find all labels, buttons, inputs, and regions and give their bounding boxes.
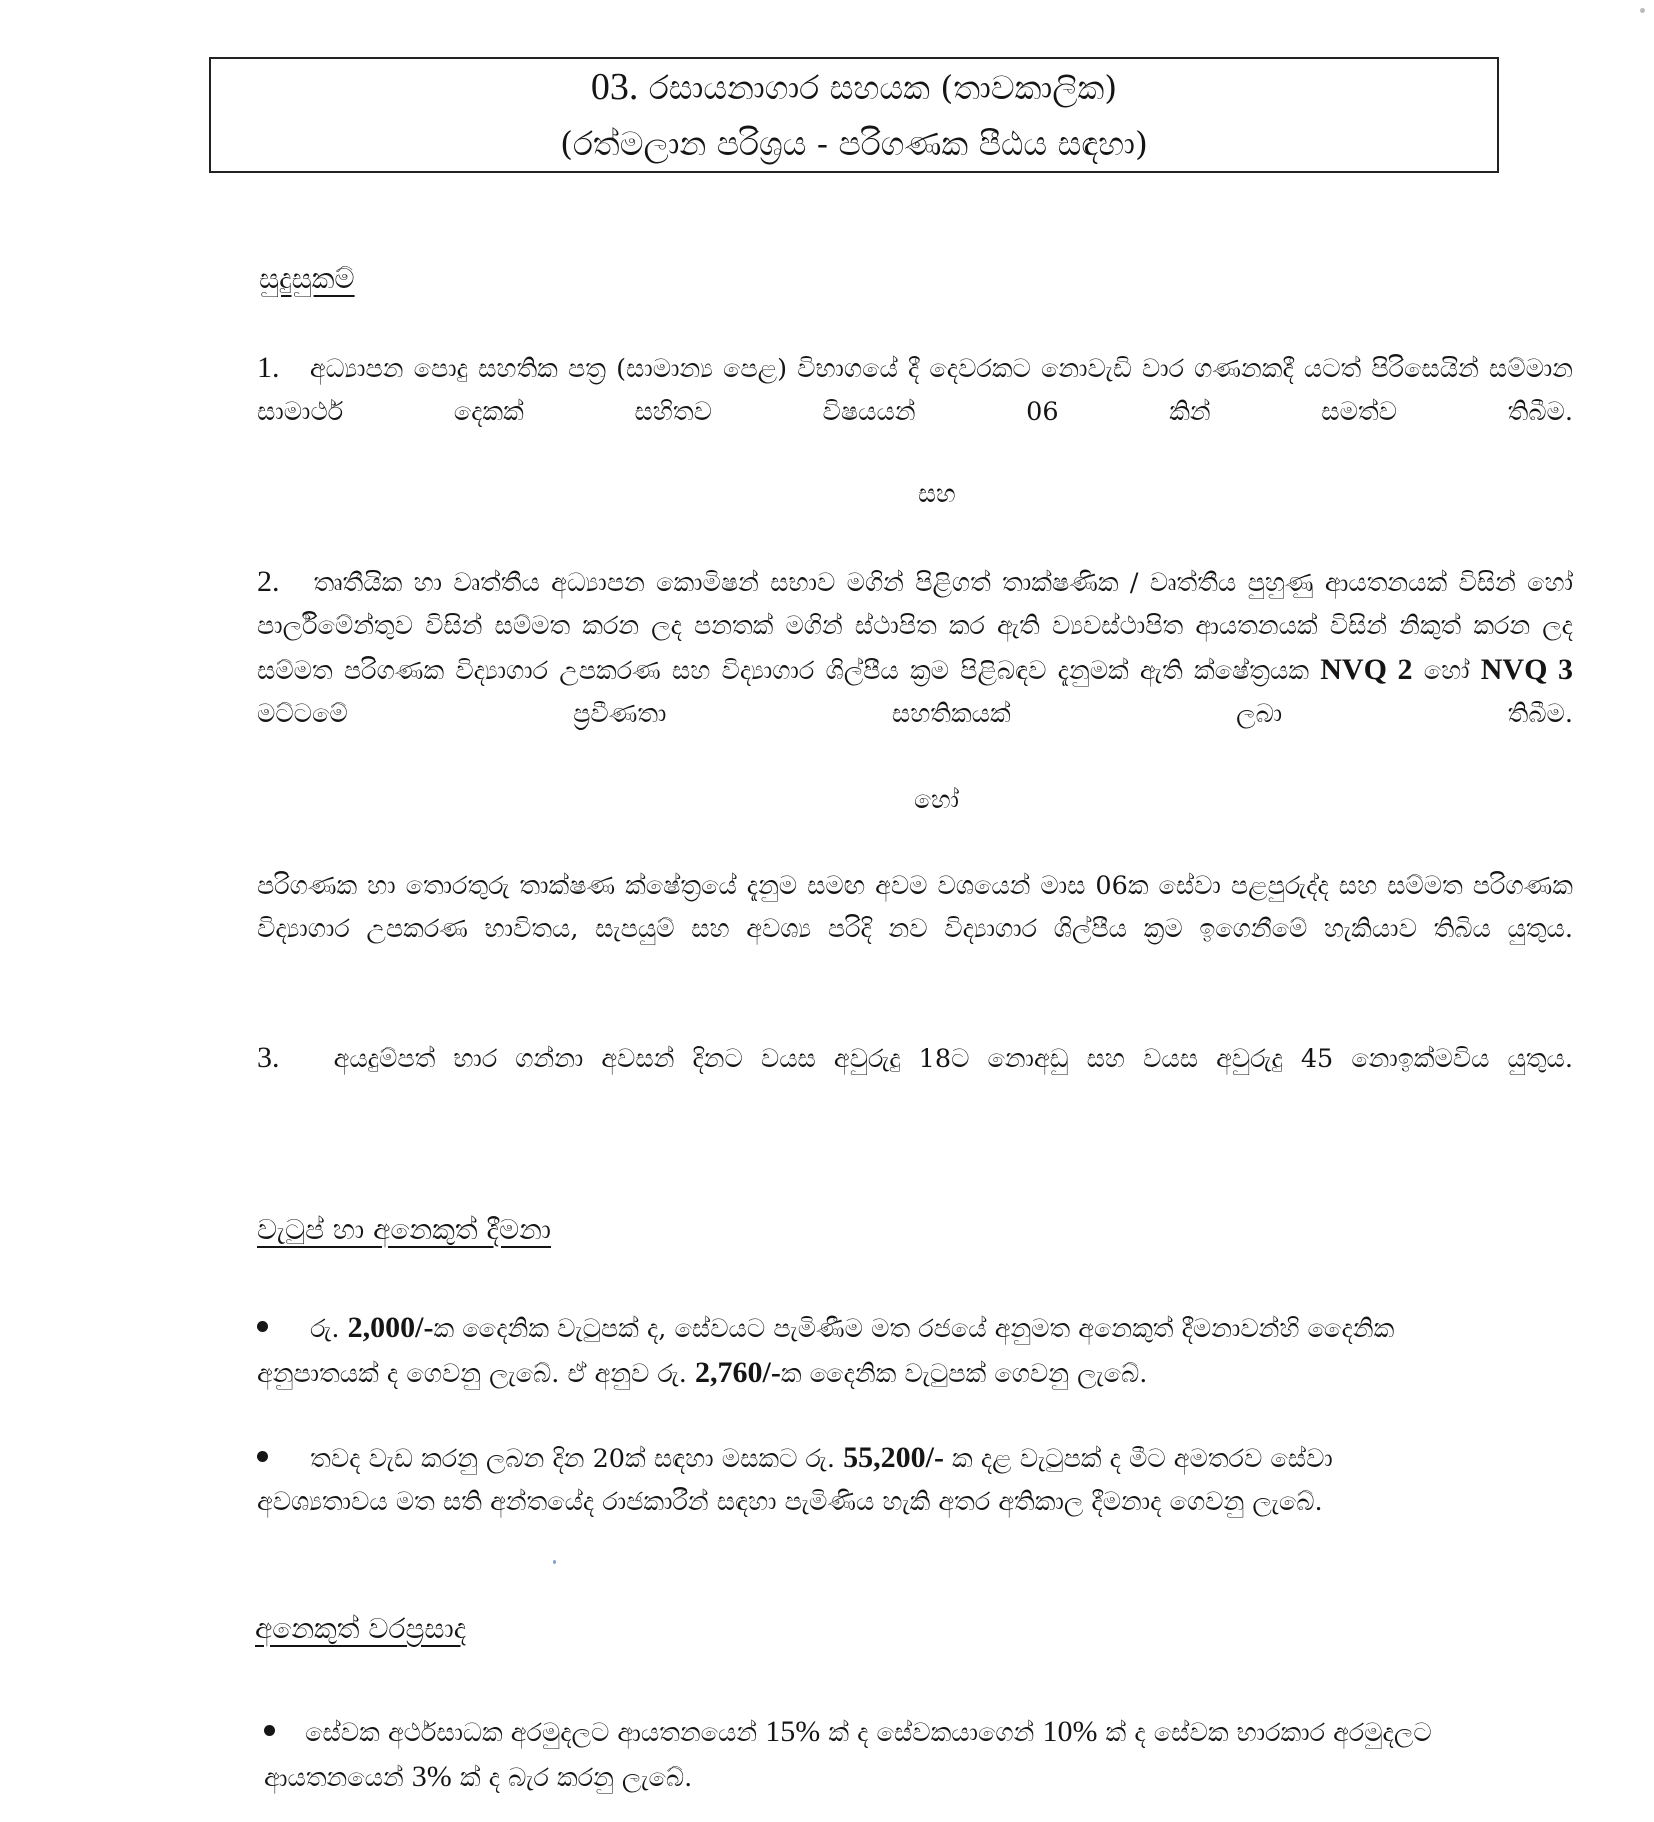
bullet-text-mid: ක දෛනික වැටුපක් ද, සේවයට පැමිණීම මත රජයේ අනුමත අනෙකුත් දීමනාවන්හි දෛනික අනුපාතයක් ද ගෙවනු ලැබේ. ඒ අනුව රු. xyxy=(257,1314,1395,1389)
item-text-end: මට්ටමේ ප්‍රවීණතා සහතිකයක් ලබා තිබීම. xyxy=(257,699,1573,729)
title-line-2: (රත්මලාන පරිශ්‍රය - පරිගණක පීඨය සඳහා) xyxy=(560,123,1148,163)
title-text: රසායනාගාර සහයක (තාවකාලික) xyxy=(648,67,1118,107)
bullet-text-a: සේවක අර්ථසාධක අරමුදලට ආයතනයෙන් xyxy=(305,1718,758,1748)
salary-heading: වැටුප් හා අනෙකුත් දීමනා xyxy=(257,1213,552,1246)
nvq-level-3: NVQ 3 xyxy=(1480,653,1574,686)
qualifications-heading: සුදුසුකම් xyxy=(259,262,355,295)
qualification-item-3 xyxy=(257,1036,1573,1124)
scan-speck xyxy=(553,1560,556,1564)
item-text: තෘතීයික හා වෘත්තීය අධ්‍යාපන කොමිෂන් සභාව මගින් පිළිගත් තාක්ෂණික / වෘත්තීය පුහුණු ආයතනයක් විසින් හෝ පාර්ලිමේන්තුව විසින් සම්මත කරන ලද පනතක් මගින් ස්ථාපිත කර ඇති ව්‍යවස්ථාපිත ආයතනයක් විසින් නිකුත් කරන ලද සම්මත පරිගණක විද්‍යාගාර උපකරණ සහ විද්‍යාගාර ශිල්පීය ක්‍රම පිළිබඳව දැනුමක් ඇති ක්ෂේත්‍රයක xyxy=(257,568,1573,686)
title-number: 03. xyxy=(590,65,639,108)
qualification-item-1 xyxy=(257,346,1573,477)
item-text: අයදුම්පත් භාර ගන්නා අවසන් දිනට වයස අවුරුදු 18ට නොඅඩු සහ වයස අවුරුදු 45 නොඉක්මවිය යුතුය. xyxy=(333,1044,1573,1074)
bullet-text-pre: තවද වැඩ කරනු ලබන දින 20ක් සඳහා මසකට රු. xyxy=(310,1444,835,1474)
item-text-or: හෝ xyxy=(1423,656,1470,686)
benefits-heading: අනෙකුත් වරප්‍රසාද xyxy=(255,1612,467,1645)
scan-speck xyxy=(1640,8,1645,13)
bullet-text-c: ක් ද සේවක භාරකාර අරමුදලට ආයතනයෙන් xyxy=(264,1718,1432,1793)
qualification-item-2 xyxy=(257,560,1573,779)
item-number: 2. xyxy=(257,565,280,598)
bullet-text-b: ක් ද සේවකයාගෙන් xyxy=(828,1718,1035,1748)
bullet-icon xyxy=(257,1321,268,1332)
title-box xyxy=(209,57,1499,173)
bullet-text-d: ක් ද බැර කරනු ලැබේ. xyxy=(459,1763,693,1793)
benefits-bullet-1 xyxy=(264,1710,1464,1800)
total-daily-wage-amount: 2,760/- xyxy=(695,1356,781,1389)
salary-bullet-1 xyxy=(257,1306,1507,1396)
nvq-level-2: NVQ 2 xyxy=(1320,653,1413,686)
bullet-icon xyxy=(264,1725,275,1736)
daily-wage-amount: 2,000/- xyxy=(347,1311,434,1344)
item-number: 1. xyxy=(257,351,280,384)
bullet-icon xyxy=(257,1451,268,1462)
item-text: අධ්‍යාපන පොදු සහතික පත්‍ර (සාමාන්‍ය පෙළ) විභාගයේ දී දෙවරකට නොවැඩි වාර ගණනකදී යටත් පිරිසෙයින් සම්මාන සාමාර්ථ දෙකක් සහිතව විෂයයන් 06 කින් සමත්ව තිබීම. xyxy=(257,354,1573,427)
monthly-wage-amount: 55,200/- xyxy=(843,1441,944,1474)
institution-epf-percent: 15% xyxy=(765,1715,821,1748)
and-connector: සහ xyxy=(918,479,956,508)
title-line-1 xyxy=(591,59,1117,116)
bullet-text-post: ක දළ වැටුපක් ද මීට අමතරව සේවා අවශ්‍යතාවය මත සති අන්තයේද රාජකාරීන් සඳහා පැමිණිය හැකි අතර අතිකාල දීමනාද ගෙවනු ලැබේ. xyxy=(257,1444,1333,1517)
bullet-text-pre: රු. xyxy=(310,1314,340,1344)
item-number: 3. xyxy=(257,1041,280,1074)
employee-epf-percent: 10% xyxy=(1042,1715,1098,1748)
experience-paragraph: පරිගණක හා තොරතුරු තාක්ෂණ ක්ෂේත්‍රයේ දැනුම සමඟ අවම වශයෙන් මාස 06ක සේවා පළපුරුද්ද සහ සම්මත පරිගණක විද්‍යාගාර උපකරණ භාවිතය, සැපයුම් සහ අවශ්‍ය පරිදි නව විද්‍යාගාර ශිල්පීය ක්‍රම ඉගෙනීමේ හැකියාව තිබිය යුතුය. xyxy=(257,871,1573,944)
or-connector: හෝ xyxy=(914,785,959,814)
salary-bullet-2 xyxy=(257,1436,1457,1524)
bullet-text-post: ක දෛනික වැටුපක් ගෙවනු ලැබේ. xyxy=(780,1359,1148,1389)
etf-percent: 3% xyxy=(411,1760,452,1793)
